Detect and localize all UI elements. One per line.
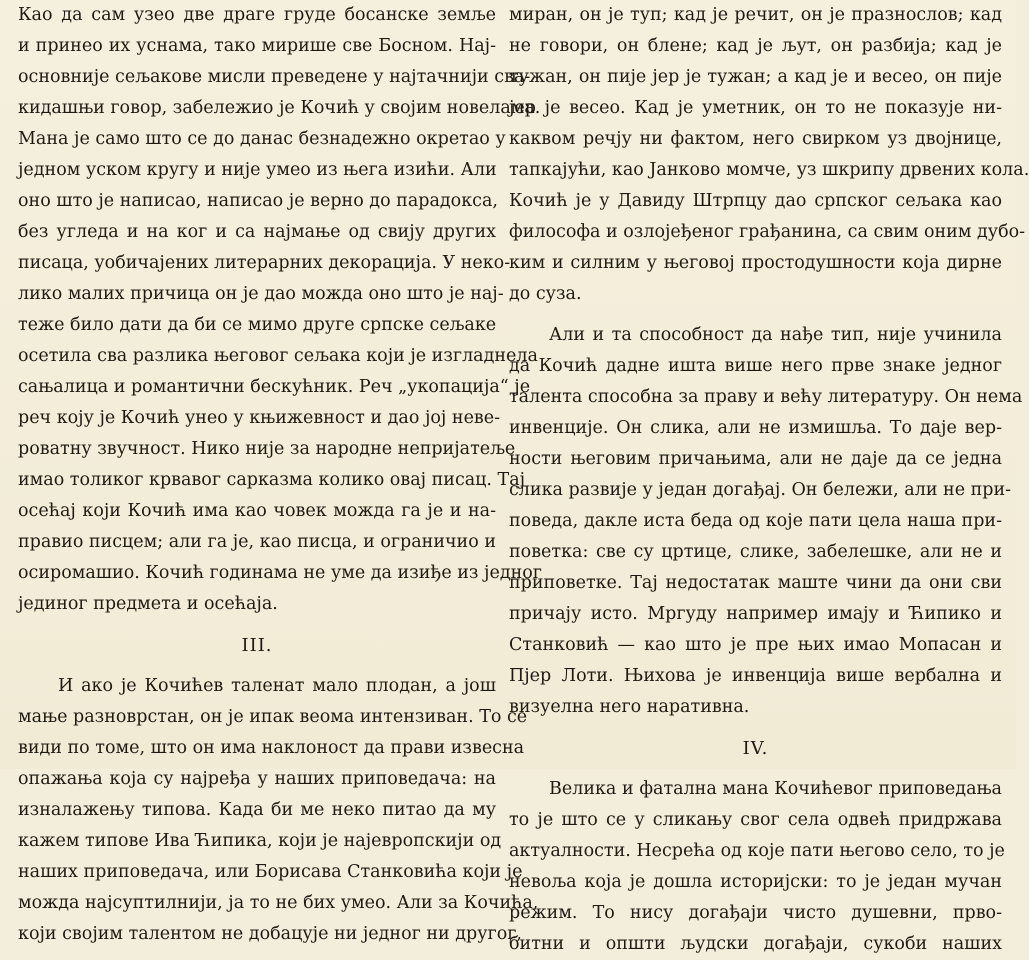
spacer xyxy=(509,723,1002,733)
text-line: миран, он је туп; кад је речит, он је празнослов; кад xyxy=(509,5,1002,25)
text-line: то је што се у сликању свог села одвећ придржава xyxy=(509,810,1002,830)
text-line: оно што је написао, написао је верно до парадокса, xyxy=(18,191,498,211)
text-line: основније сељакове мисли преведене у најтачнији сва- xyxy=(18,67,531,87)
text-line: Кочић је у Давиду Штрпцу дао српског сељака као xyxy=(509,191,1002,211)
text-line: једном уском кругу и није умео из њега изићи. Али xyxy=(18,160,497,180)
text-line: писаца, уобичајених литерарних декорација. У неко- xyxy=(18,253,511,273)
text-line: кажем типове Ива Ћипика, који је најевропскији од xyxy=(18,831,502,851)
text-line: до суза. xyxy=(509,284,582,304)
text-line: каквом речју ни фактом, него свирком уз двојнице, xyxy=(509,129,1002,149)
text-line: ности његовим причањима, али не даје да се једна xyxy=(509,449,1002,469)
paragraph-two xyxy=(509,320,1023,723)
text-line: роватну звучност. Нико није за народне непријатеље xyxy=(18,439,516,459)
text-line: и принео их уснама, тако мирише све Босном. Нај- xyxy=(18,36,496,56)
text-line: инвенције. Он слика, али не измишља. То даје вер- xyxy=(509,418,1002,438)
text-line: философа и озлојеђеног грађанина, са свим оним дубо- xyxy=(509,222,1026,242)
text-line: јер је весео. Кад је уметник, он то не показује ни- xyxy=(509,98,1002,118)
text-line: визуелна него наративна. xyxy=(509,697,750,717)
text-line: Велика и фатална мана Кочићевог приповедања xyxy=(549,779,1002,799)
text-line: можда најсуптилнији, ја то не бих умео. Али за Кочића, xyxy=(18,893,539,913)
section-heading-iii: III. xyxy=(241,635,273,656)
text-line: Али и та способност да нађе тип, није учинила xyxy=(549,325,1002,345)
text-line: тужан, он пије јер је тужан; а кад је и весео, он пије xyxy=(509,67,1002,87)
text-line: актуалности. Несрећа од које пати његово село, то је xyxy=(509,841,1005,861)
text-line: поведа, дакле иста беда од које пати цела наша при- xyxy=(509,511,1002,531)
text-line: Мана је само што се до данас безнадежно окретао у xyxy=(18,129,506,149)
text-line: Станковић — као што је пре њих имао Мопасан и xyxy=(509,635,1002,655)
text-line: реч коју је Кочић унео у књижевност и дао јој неве- xyxy=(18,408,501,428)
text-line: Као да сам узео две драге груде босанске земље xyxy=(18,5,496,25)
text-line: имао толиког крвавог сарказма колико овај писац. Тај xyxy=(18,470,526,490)
text-line: види по томе, што он има наклоност да прави извесна xyxy=(18,738,525,758)
text-line: сањалица и романтични бескућник. Реч „укопација“ је xyxy=(18,377,531,397)
section-heading-iv: IV. xyxy=(742,738,769,759)
text-line: слика развије у један догађај. Он бележи, али не при- xyxy=(509,480,1012,500)
section-ii-ending xyxy=(18,0,542,620)
text-line: осиромашио. Кочић годинама не уме да изиђе из једног xyxy=(18,563,542,583)
text-line: невоља која је дошла историјски: то је један мучан xyxy=(509,872,1002,892)
text-line: изналажењу типова. Када би ме неко питао да му xyxy=(18,800,496,820)
text-line: наших приповедача, или Борисава Станковића који је xyxy=(18,862,523,882)
text-line: теже било дати да би се мимо друге српске сељаке xyxy=(18,315,497,335)
text-line: осећај који Кочић има као човек можда га је и на- xyxy=(18,501,496,521)
spacer xyxy=(509,310,1002,320)
section-iii-beginning xyxy=(18,671,539,950)
text-line: тапкајући, као Јанково момче, уз шкрипу дрвених кола. xyxy=(509,160,1029,180)
section-iv-beginning xyxy=(509,774,1005,960)
right-column xyxy=(509,0,1029,960)
text-line: осетила сва разлика његовог сељака који је изгладнела xyxy=(18,346,538,366)
text-line: не говори, он блене; кад је љут, он разбија; кад је xyxy=(509,36,1002,56)
text-line: да Кочић дадне ишта више него прве знаке једног xyxy=(509,356,1002,376)
text-line: правио писцем; али га је, као писца, и ограничио и xyxy=(18,532,496,552)
text-line: битни и општи људски догађаји, сукоби наших xyxy=(509,934,1002,954)
spacer xyxy=(18,620,496,630)
text-line: приповетке. Тај недостатак маште чини да они сви xyxy=(509,573,1002,593)
text-line: поветка: све су цртице, слике, забелешке, али не и xyxy=(509,542,1002,562)
text-line: јединог предмета и осећаја. xyxy=(18,594,278,614)
text-line: опажања која су најређа у наших приповедача: на xyxy=(18,769,496,789)
paragraph-one xyxy=(509,0,1029,310)
left-column xyxy=(18,0,542,950)
text-line: без угледа и на ког и са најмање од свију других xyxy=(18,222,496,242)
text-line: ким и силним у његовој простодушности која дирне xyxy=(509,253,1002,273)
spacer xyxy=(18,661,496,671)
text-line: Пјер Лоти. Њихова је инвенција више вербална и xyxy=(509,666,1002,686)
text-line: И ако је Кочићев таленат мало плодан, а још xyxy=(58,676,496,696)
text-line: режим. То нису догађаји чисто душевни, прво- xyxy=(509,903,1002,923)
text-line: лико малих причица он је дао можда оно што је нај- xyxy=(18,284,504,304)
spacer xyxy=(509,764,1002,774)
text-line: који својим талентом не добацује ни једног ни другог, xyxy=(18,924,522,944)
text-line: мање разноврстан, он је ипак веома интензиван. То се xyxy=(18,707,528,727)
text-line: талента способна за праву и већу литературу. Он нема xyxy=(509,387,1023,407)
text-line: кидашњи говор, забележио је Кочић у својим новелама. xyxy=(18,98,541,118)
text-line: причају исто. Мргуду например имају и Ћипико и xyxy=(509,604,1002,624)
